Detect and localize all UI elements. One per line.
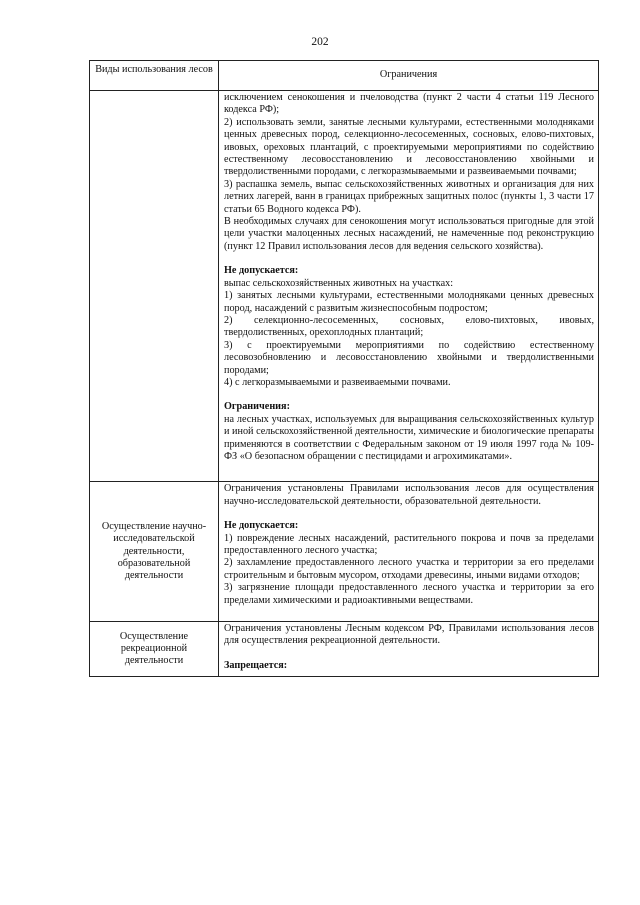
row1-text-b0: выпас сельскохозяйственных животных на участках: [224,277,454,289]
header-restrictions: Ограничения [219,61,599,91]
table-row [90,482,599,622]
row1-text-a1: 2) использовать земли, занятые лесными культурами, естественными молодняками ценных древесных пород, селекционно-лесосеменных, сосновых, елово-пихтовых, ивовых, ореховых плантаций, с проектируемыми мероприятиями по содействию естественному лесовосстановлению и лесовосстановлению хвойными и твердолиственными породами, с легкоразмываемыми и развеиваемыми почвами; [224,116,594,178]
row1-restrictions [219,91,599,482]
header-forest-use-types: Виды использования лесов [90,61,219,91]
row2-text-1: 2) захламление предоставленного лесного участка и территории за его пределами строительным и бытовым мусором, отходами древесины, иными видами отходов; [224,557,594,581]
row1-text-c0: на лесных участках, используемых для выращивания сельскохозяйственных культур и иной сельскохозяйственной деятельности, химические и биологические препараты применяются в соответствии с Федеральным законом от 19 июля 1997 года № 109-ФЗ «О безопасном обращении с пестицидами и агрохимикатами». [224,413,594,462]
row3-restrictions [219,622,599,677]
table-header-row [90,61,599,91]
row3-heading-prohibited: Запрещается: [224,659,288,671]
table-row [90,622,599,677]
row1-text-b3: 3) с проектируемыми мероприятиями по содействию естественному лесовозобновлению и лесовосстановлению хвойными и твердолиственными породами; [224,339,594,376]
restrictions-table [89,60,599,677]
page-number: 202 [311,36,329,48]
row1-use-type [90,91,219,482]
row1-text-a0: исключением сенокошения и пчеловодства (пункт 2 части 4 статьи 119 Лесного кодекса РФ); [224,92,594,116]
row1-text-b4: 4) с легкоразмываемыми и развеиваемыми почвами. [224,376,451,388]
row2-heading-not-allowed: Не допускается: [224,520,299,532]
row2-text-0: 1) повреждение лесных насаждений, растительного покрова и почв за пределами предоставленного лесного участка; [224,532,594,556]
row1-heading-not-allowed: Не допускается: [224,265,299,277]
row2-restrictions [219,482,599,622]
row1-heading-restrictions: Ограничения: [224,401,290,413]
row1-text-a2: 3) распашка земель, выпас сельскохозяйственных животных и организация для них летних лагерей, ванн в границах прибрежных защитных полос (пункты 1, 3 части 17 статьи 65 Водного кодекса РФ). [224,178,594,215]
row3-use-type: Осуществление рекреационной деятельности [90,622,219,677]
row2-text-2: 3) загрязнение площади предоставленного лесного участка и территории за его пределами химическими и радиоактивными веществами. [224,582,594,606]
row2-intro: Ограничения установлены Правилами использования лесов для осуществления научно-исследовательской деятельности, образовательной деятельности. [224,483,594,507]
row2-use-type: Осуществление научно-исследовательской деятельности, образовательной деятельности [90,482,219,622]
row1-text-b1: 1) занятых лесными культурами, естественными молодняками ценных древесных пород, насаждений с развитым жизнеспособным подростом; [224,290,594,314]
table-row [90,91,599,482]
row1-text-b2: 2) селекционно-лесосеменных, сосновых, елово-пихтовых, ивовых, твердолиственных, орехоплодных плантаций; [224,314,594,339]
row3-intro: Ограничения установлены Лесным кодексом РФ, Правилами использования лесов для осуществления рекреационной деятельности. [224,623,594,647]
row1-text-a3: В необходимых случаях для сенокошения могут использоваться пригодные для этой цели участки малоценных лесных насаждений, не намеченные под реконструкцию (пункт 12 Правил использования лесов для ведения сельского хозяйства). [224,216,594,252]
